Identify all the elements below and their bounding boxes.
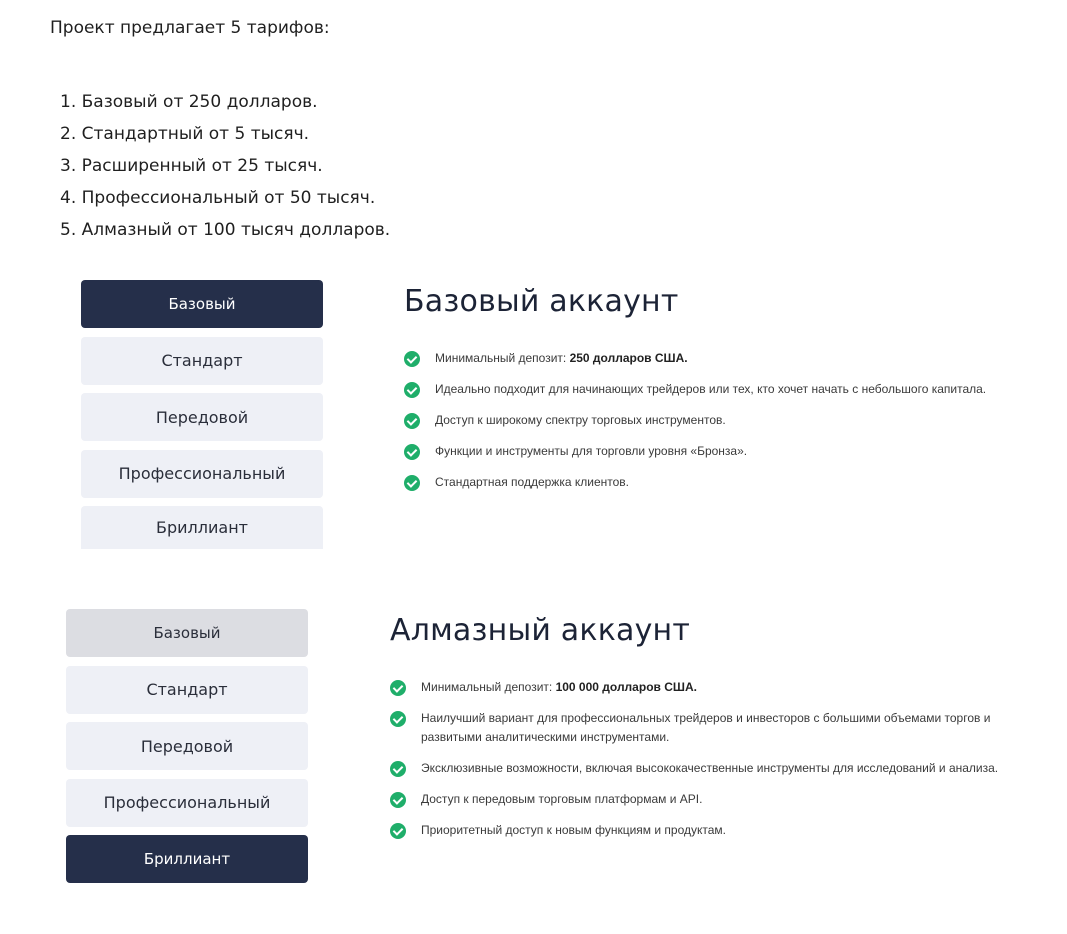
feature-text: Доступ к широкому спектру торговых инструментов. [435, 413, 726, 427]
check-circle-icon [404, 475, 420, 491]
tab-standard[interactable]: Стандарт [81, 337, 323, 385]
feature-bold: 100 000 долларов США. [555, 680, 697, 694]
check-circle-icon [390, 711, 406, 727]
feature-item [404, 380, 1054, 399]
tab-diamond[interactable]: Бриллиант [81, 506, 323, 549]
feature-text: Минимальный депозит: [435, 351, 570, 365]
account-tabs-1 [81, 280, 323, 558]
feature-list [404, 349, 1054, 492]
plan-item: 2. Стандартный от 5 тысяч. [60, 124, 310, 144]
tab-diamond[interactable]: Бриллиант [66, 835, 308, 883]
feature-item [390, 678, 1040, 697]
tab-standard[interactable]: Стандарт [66, 666, 308, 714]
check-circle-icon [404, 444, 420, 460]
feature-item [404, 349, 1054, 368]
account-detail-1 [404, 284, 1054, 504]
account-title: Базовый аккаунт [404, 284, 679, 319]
feature-text: Минимальный депозит: [421, 680, 556, 694]
feature-text: Стандартная поддержка клиентов. [435, 475, 629, 489]
feature-item [390, 709, 1040, 747]
feature-text: Эксклюзивные возможности, включая высококачественные инструменты для исследований и анализа. [421, 761, 999, 775]
feature-text: Идеально подходит для начинающих трейдеров или тех, кто хочет начать с небольшого капитала. [435, 382, 987, 396]
feature-item [390, 759, 1040, 778]
feature-list [390, 678, 1040, 840]
feature-item [404, 411, 1054, 430]
check-circle-icon [404, 413, 420, 429]
feature-item [404, 442, 1054, 461]
plan-item: 4. Профессиональный от 50 тысяч. [60, 188, 376, 208]
account-detail-2 [390, 613, 1040, 852]
feature-text: Функции и инструменты для торговли уровня «Бронза». [435, 444, 748, 458]
check-circle-icon [390, 823, 406, 839]
tab-professional[interactable]: Профессиональный [66, 779, 308, 827]
account-title: Алмазный аккаунт [390, 613, 691, 648]
tab-basic[interactable]: Базовый [81, 280, 323, 328]
feature-bold: 250 долларов США. [569, 351, 688, 365]
feature-text: Приоритетный доступ к новым функциям и продуктам. [421, 823, 726, 837]
plan-item: 5. Алмазный от 100 тысяч долларов. [60, 220, 391, 240]
feature-text: Наилучший вариант для профессиональных трейдеров и инвесторов с большими объемами торгов и развитыми аналитическими инструментами. [421, 711, 991, 744]
check-circle-icon [390, 680, 406, 696]
plan-item: 1. Базовый от 250 долларов. [60, 92, 318, 112]
check-circle-icon [404, 351, 420, 367]
check-circle-icon [404, 382, 420, 398]
check-circle-icon [390, 792, 406, 808]
feature-item [390, 790, 1040, 809]
feature-item [404, 473, 1054, 492]
feature-text: Доступ к передовым торговым платформам и API. [421, 792, 703, 806]
plan-item: 3. Расширенный от 25 тысяч. [60, 156, 323, 176]
check-circle-icon [390, 761, 406, 777]
tab-basic[interactable]: Базовый [66, 609, 308, 657]
tab-advanced[interactable]: Передовой [81, 393, 323, 441]
account-tabs-2 [66, 609, 308, 892]
plans-list [60, 86, 390, 246]
tab-advanced[interactable]: Передовой [66, 722, 308, 770]
feature-item [390, 821, 1040, 840]
tab-professional[interactable]: Профессиональный [81, 450, 323, 498]
intro-text: Проект предлагает 5 тарифов: [50, 18, 330, 38]
